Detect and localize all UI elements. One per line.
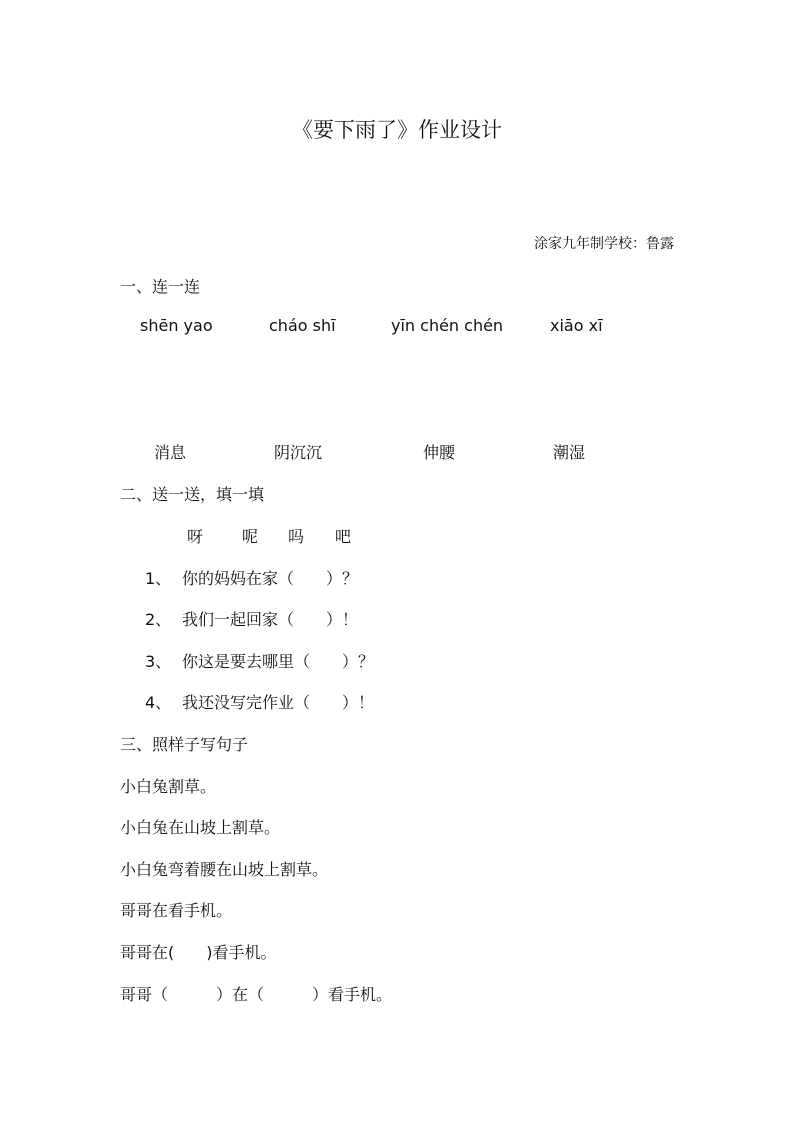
item-text: 我还没写完作业（ ）！ [182,693,375,712]
example-sentence: 小白兔弯着腰在山坡上割草。 [120,860,329,879]
example-sentence: 小白兔割草。 [120,777,217,796]
word-item: 潮湿 [553,443,586,462]
item-number: 2、 [145,610,172,629]
word-row [0,440,794,462]
word-item: 伸腰 [423,443,456,462]
pinyin-item: shēn yao [140,316,213,335]
particle-choice: 呀 [187,527,204,546]
fill-item [145,649,374,672]
item-number: 3、 [145,652,172,671]
word-item: 阴沉沉 [274,443,323,462]
pinyin-item: cháo shī [269,316,336,335]
author-line: 涂家九年制学校：鲁露 [534,236,674,252]
section-3-heading: 三、照样子写句子 [120,735,249,754]
exercise-sentence: 哥哥在( )看手机。 [120,943,277,962]
pinyin-item: yīn chén chén [391,316,504,335]
particle-choices [0,524,794,546]
section-2-heading: 二、送一送，填一填 [120,485,265,504]
item-text: 你的妈妈在家（ ）？ [182,569,359,588]
item-number: 4、 [145,693,172,712]
fill-item [145,607,358,630]
item-text: 你这是要去哪里（ ）？ [182,652,375,671]
fill-item [145,690,374,713]
item-number: 1、 [145,569,172,588]
particle-choice: 吧 [335,527,352,546]
exercise-sentence: 哥哥在看手机。 [120,901,233,920]
fill-item [145,566,358,589]
example-sentence: 小白兔在山坡上割草。 [120,818,281,837]
pinyin-row [0,316,794,338]
page-title: 《要下雨了》作业设计 [292,118,502,142]
pinyin-item: xiāo xī [550,316,603,335]
section-1-heading: 一、连一连 [120,277,201,296]
particle-choice: 吗 [288,527,305,546]
particle-choice: 呢 [242,527,259,546]
item-text: 我们一起回家（ ）！ [182,610,359,629]
exercise-sentence: 哥哥（ ）在（ ）看手机。 [120,985,393,1004]
word-item: 消息 [154,443,187,462]
